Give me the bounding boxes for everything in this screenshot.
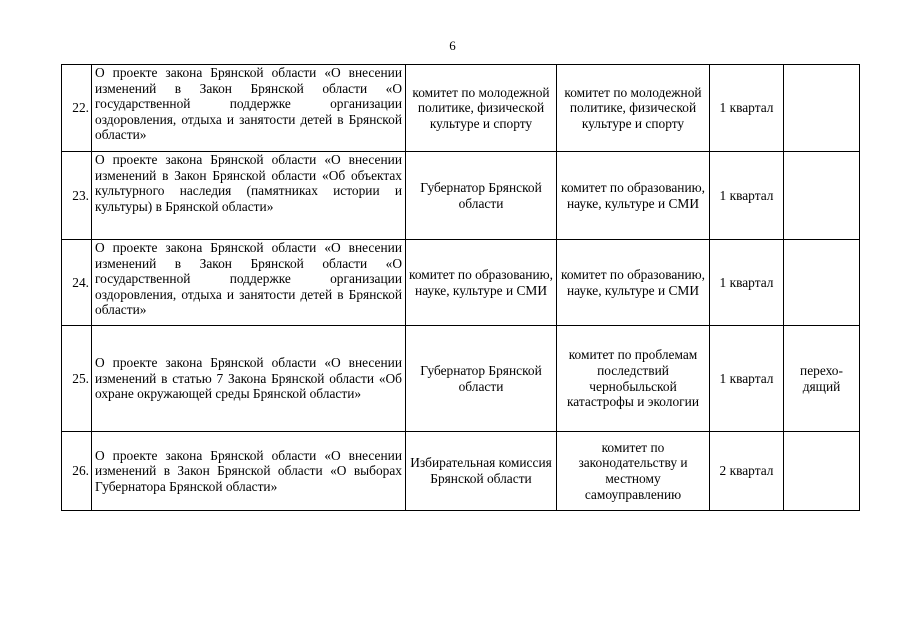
row-number: 23. — [62, 152, 92, 240]
row-number: 26. — [62, 432, 92, 511]
term: 1 квартал — [710, 65, 784, 152]
note — [784, 152, 860, 240]
term: 1 квартал — [710, 240, 784, 326]
table-row — [62, 240, 860, 326]
bill-title: О проекте закона Брянской области «О внесении изменений в Закон Брянской области «О государственной поддержке организации оздоровления, отдыха и занятости детей в Брянской области» — [92, 65, 406, 152]
table-row — [62, 65, 860, 152]
table-row — [62, 152, 860, 240]
bill-title: О проекте закона Брянской области «О внесении изменений в Закон Брянской области «Об объектах культурного наследия (памятниках истории и культуры) в Брянской области» — [92, 152, 406, 240]
row-number: 25. — [62, 326, 92, 432]
note — [784, 432, 860, 511]
note — [784, 65, 860, 152]
row-number: 22. — [62, 65, 92, 152]
page-number: 6 — [449, 38, 456, 53]
initiator: Губернатор Брянской области — [406, 326, 557, 432]
bill-title: О проекте закона Брянской области «О внесении изменений в Закон Брянской области «О государственной поддержке организации оздоровления, отдыха и занятости детей в Брянской области» — [92, 240, 406, 326]
table-row — [62, 432, 860, 511]
note: перехо-дящий — [784, 326, 860, 432]
responsible-committee: комитет по образованию, науке, культуре и СМИ — [557, 240, 710, 326]
initiator: Избирательная комиссия Брянской области — [406, 432, 557, 511]
initiator: комитет по образованию, науке, культуре и СМИ — [406, 240, 557, 326]
responsible-committee: комитет по проблемам последствий чернобыльской катастрофы и экологии — [557, 326, 710, 432]
bill-title: О проекте закона Брянской области «О внесении изменений в Закон Брянской области «О выборах Губернатора Брянской области» — [92, 432, 406, 511]
table-row — [62, 326, 860, 432]
responsible-committee: комитет по образованию, науке, культуре и СМИ — [557, 152, 710, 240]
term: 1 квартал — [710, 152, 784, 240]
initiator: комитет по молодежной политике, физической культуре и спорту — [406, 65, 557, 152]
term: 2 квартал — [710, 432, 784, 511]
row-number: 24. — [62, 240, 92, 326]
note — [784, 240, 860, 326]
legislative-plan-table — [61, 64, 860, 511]
responsible-committee: комитет по молодежной политике, физической культуре и спорту — [557, 65, 710, 152]
responsible-committee: комитет по законодательству и местному самоуправлению — [557, 432, 710, 511]
term: 1 квартал — [710, 326, 784, 432]
initiator: Губернатор Брянской области — [406, 152, 557, 240]
bill-title: О проекте закона Брянской области «О внесении изменений в статью 7 Закона Брянской области «Об охране окружающей среды Брянской области» — [92, 326, 406, 432]
